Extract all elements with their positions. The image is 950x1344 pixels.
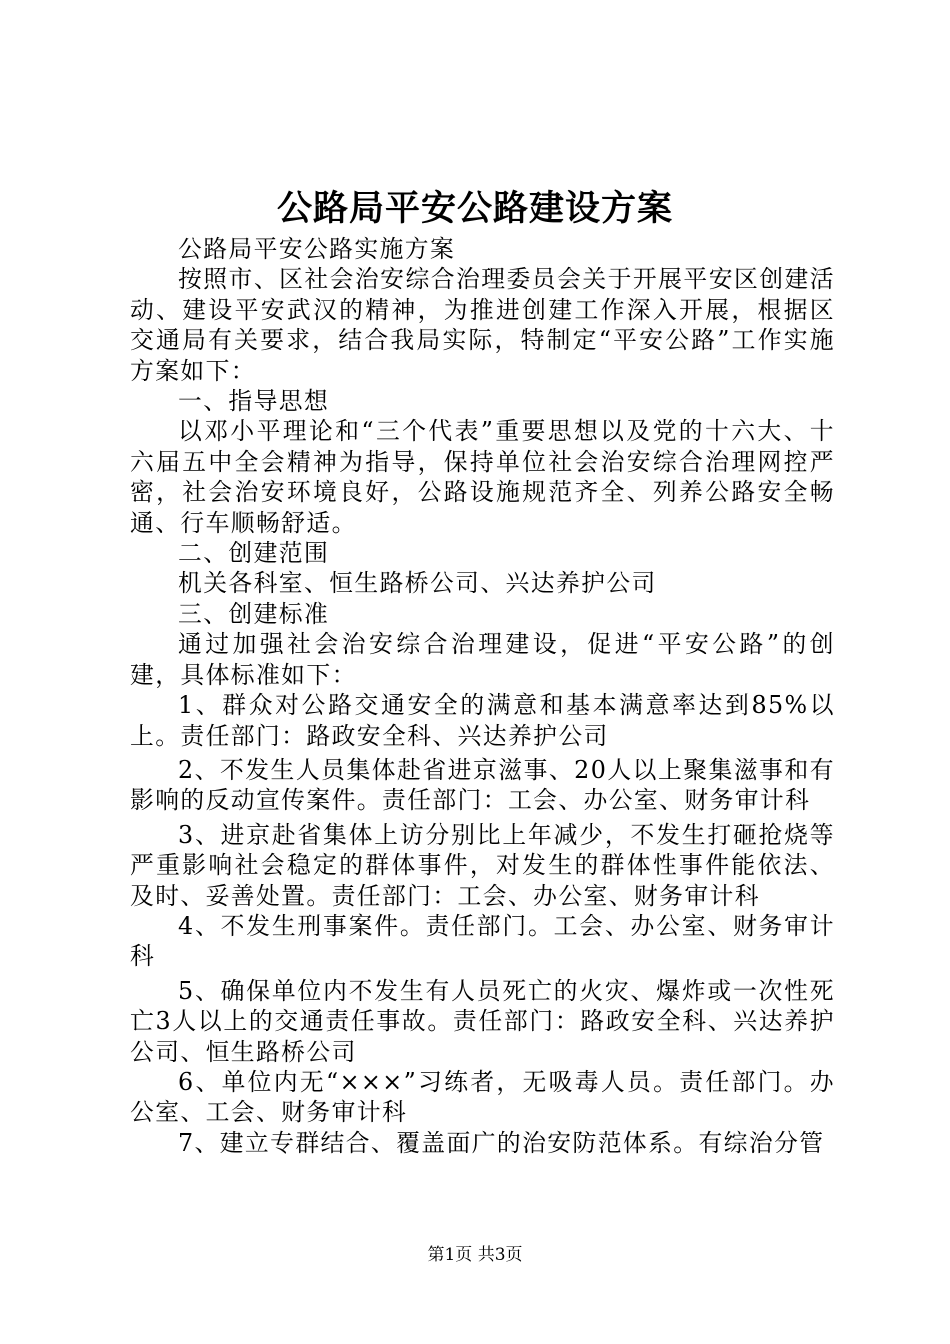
- section-heading: 二、创建范围: [178, 539, 330, 568]
- list-item: 4、不发生刑事案件。责任部门。工会、办公室、财务审计科: [130, 911, 835, 971]
- section-heading: 一、指导思想: [178, 387, 330, 416]
- list-item: 2、不发生人员集体赴省进京滋事、20人以上聚集滋事和有影响的反动宣传案件。责任部门：工会、办公室、财务审计科: [130, 755, 835, 815]
- document-body: [130, 234, 835, 1158]
- document-title: 公路局平安公路建设方案: [276, 188, 673, 229]
- list-item: 3、进京赴省集体上访分别比上年减少，不发生打砸抢烧等严重影响社会稳定的群体事件，对发生的群体性事件能依法、及时、妥善处置。责任部门：工会、办公室、财务审计科: [130, 820, 835, 910]
- list-item: 6、单位内无“×××”习练者，无吸毒人员。责任部门。办公室、工会、财务审计科: [130, 1067, 835, 1127]
- section-heading: 三、创建标准: [178, 599, 330, 628]
- paragraph: 通过加强社会治安综合治理建设，促进“平安公路”的创建，具体标准如下：: [130, 630, 835, 689]
- list-item: 5、确保单位内不发生有人员死亡的火灾、爆炸或一次性死亡3人以上的交通责任事故。责任部门：路政安全科、兴达养护公司、恒生路桥公司: [130, 976, 835, 1066]
- paragraph: 公路局平安公路实施方案: [178, 235, 456, 263]
- page-number-footer: 第1页 共3页: [427, 1245, 523, 1265]
- list-item: 1、群众对公路交通安全的满意和基本满意率达到85%以上。责任部门：路政安全科、兴达养护公司: [130, 691, 835, 750]
- paragraph: 按照市、区社会治安综合治理委员会关于开展平安区创建活动、建设平安武汉的精神，为推进创建工作深入开展，根据区交通局有关要求，结合我局实际，特制定“平安公路”工作实施方案如下：: [130, 265, 835, 385]
- list-item: 7、建立专群结合、覆盖面广的治安防范体系。有综治分管: [178, 1128, 825, 1157]
- paragraph: 以邓小平理论和“三个代表”重要思想以及党的十六大、十六届五中全会精神为指导，保持单位社会治安综合治理网控严密，社会治安环境良好，公路设施规范齐全、列养公路安全畅通、行车顺畅舒适。: [130, 417, 835, 537]
- paragraph: 机关各科室、恒生路桥公司、兴达养护公司: [178, 569, 657, 598]
